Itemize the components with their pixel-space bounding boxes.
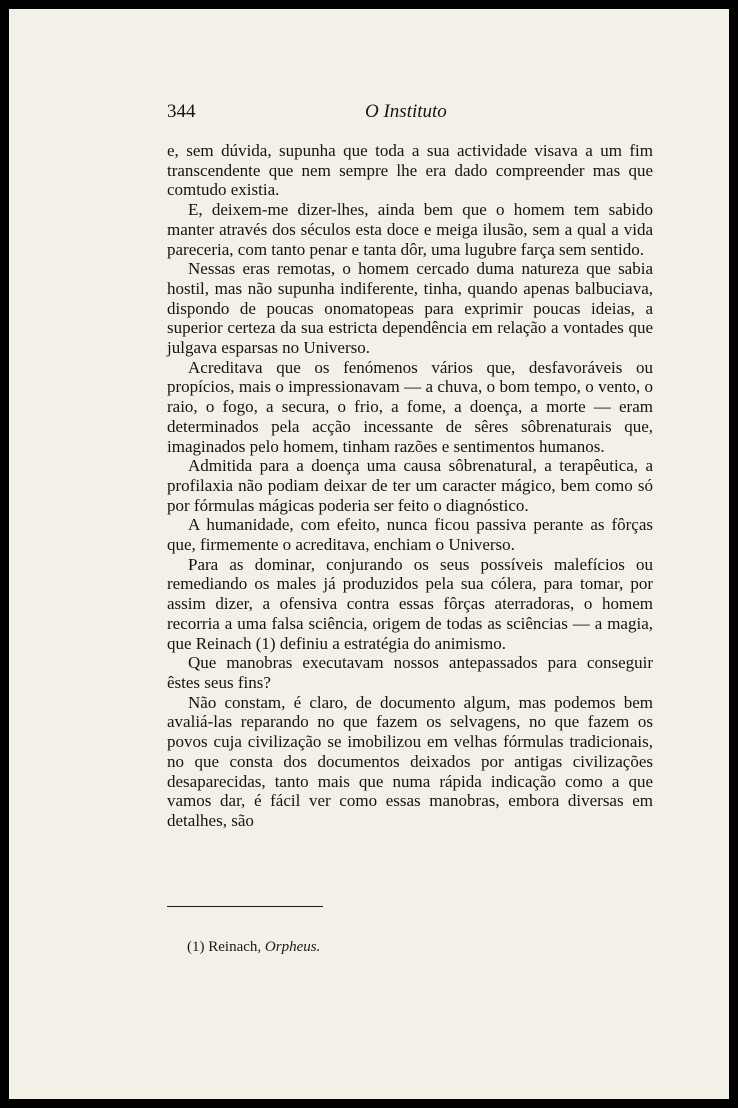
paragraph: Não constam, é claro, de documento algum, mas podemos bem avaliá-las reparando no que fazem os selvagens, no que fazem os povos cuja civilização se imobilizou em velhas fórmulas tradicionais, no que consta dos documentos deixados por antigas civilizações desaparecidas, tanto mais que numa rápida indicação como a que vamos dar, é fácil ver como essas manobras, embora diversas em detalhes, são	[167, 692, 653, 830]
paragraph: Admitida para a doença uma causa sôbrenatural, a terapêutica, a profilaxia não podiam deixar de ter um caracter mágico, bem como só por fórmulas mágicas poderia ser feito o diagnóstico.	[167, 456, 653, 515]
paragraph: Acreditava que os fenómenos vários que, desfavoráveis ou propícios, mais o impressionavam — a chuva, o bom tempo, o vento, o raio, o fogo, a secura, o frio, a fome, a doença, a morte — eram determinados pela acção incessante de sêres sôbrenaturais que, imaginados pelo homem, tinham razões e sentimentos humanos.	[167, 357, 653, 456]
book-page	[9, 9, 729, 1099]
paragraph: E, deixem-me dizer-lhes, ainda bem que o homem tem sabido manter através dos séculos esta doce e meiga ilusão, sem a qual a vida pareceria, com tanto penar e tanta dôr, uma lugubre farça sem sentido.	[167, 200, 653, 259]
body-text	[167, 141, 653, 831]
paragraph: Nessas eras remotas, o homem cercado duma natureza que sabia hostil, mas não supunha indiferente, tinha, quando apenas balbuciava, dispondo de poucas onomatopeas para exprimir poucas ideias, a superior certeza da sua estricta dependência em relação a vontades que julgava esparsas no Universo.	[167, 259, 653, 358]
page-header	[167, 101, 653, 131]
footnote-divider	[167, 906, 323, 907]
paragraph: e, sem dúvida, supunha que toda a sua actividade visava a um fim transcendente que nem sempre lhe era dado compreender mas que comtudo existia.	[167, 141, 653, 200]
footnote-author: Reinach,	[208, 939, 262, 955]
page-number: 344	[167, 101, 196, 122]
paragraph: Que manobras executavam nossos antepassados para conseguir êstes seus fins?	[167, 653, 653, 692]
footnote	[187, 939, 320, 956]
footnote-work: Orpheus.	[264, 939, 321, 955]
footnote-marker: (1)	[187, 939, 205, 955]
running-title: O Instituto	[365, 101, 447, 122]
paragraph: A humanidade, com efeito, nunca ficou passiva perante as fôrças que, firmemente o acreditava, enchiam o Universo.	[167, 515, 653, 555]
paragraph: Para as dominar, conjurando os seus possíveis malefícios ou remediando os males já produzidos pela sua cólera, para tomar, por assim dizer, a ofensiva contra essas fôrças aterradoras, o homem recorria a uma falsa sciência, origem de todas as sciências — a magia, que Reinach (1) definiu a estratégia do animismo.	[167, 554, 653, 653]
